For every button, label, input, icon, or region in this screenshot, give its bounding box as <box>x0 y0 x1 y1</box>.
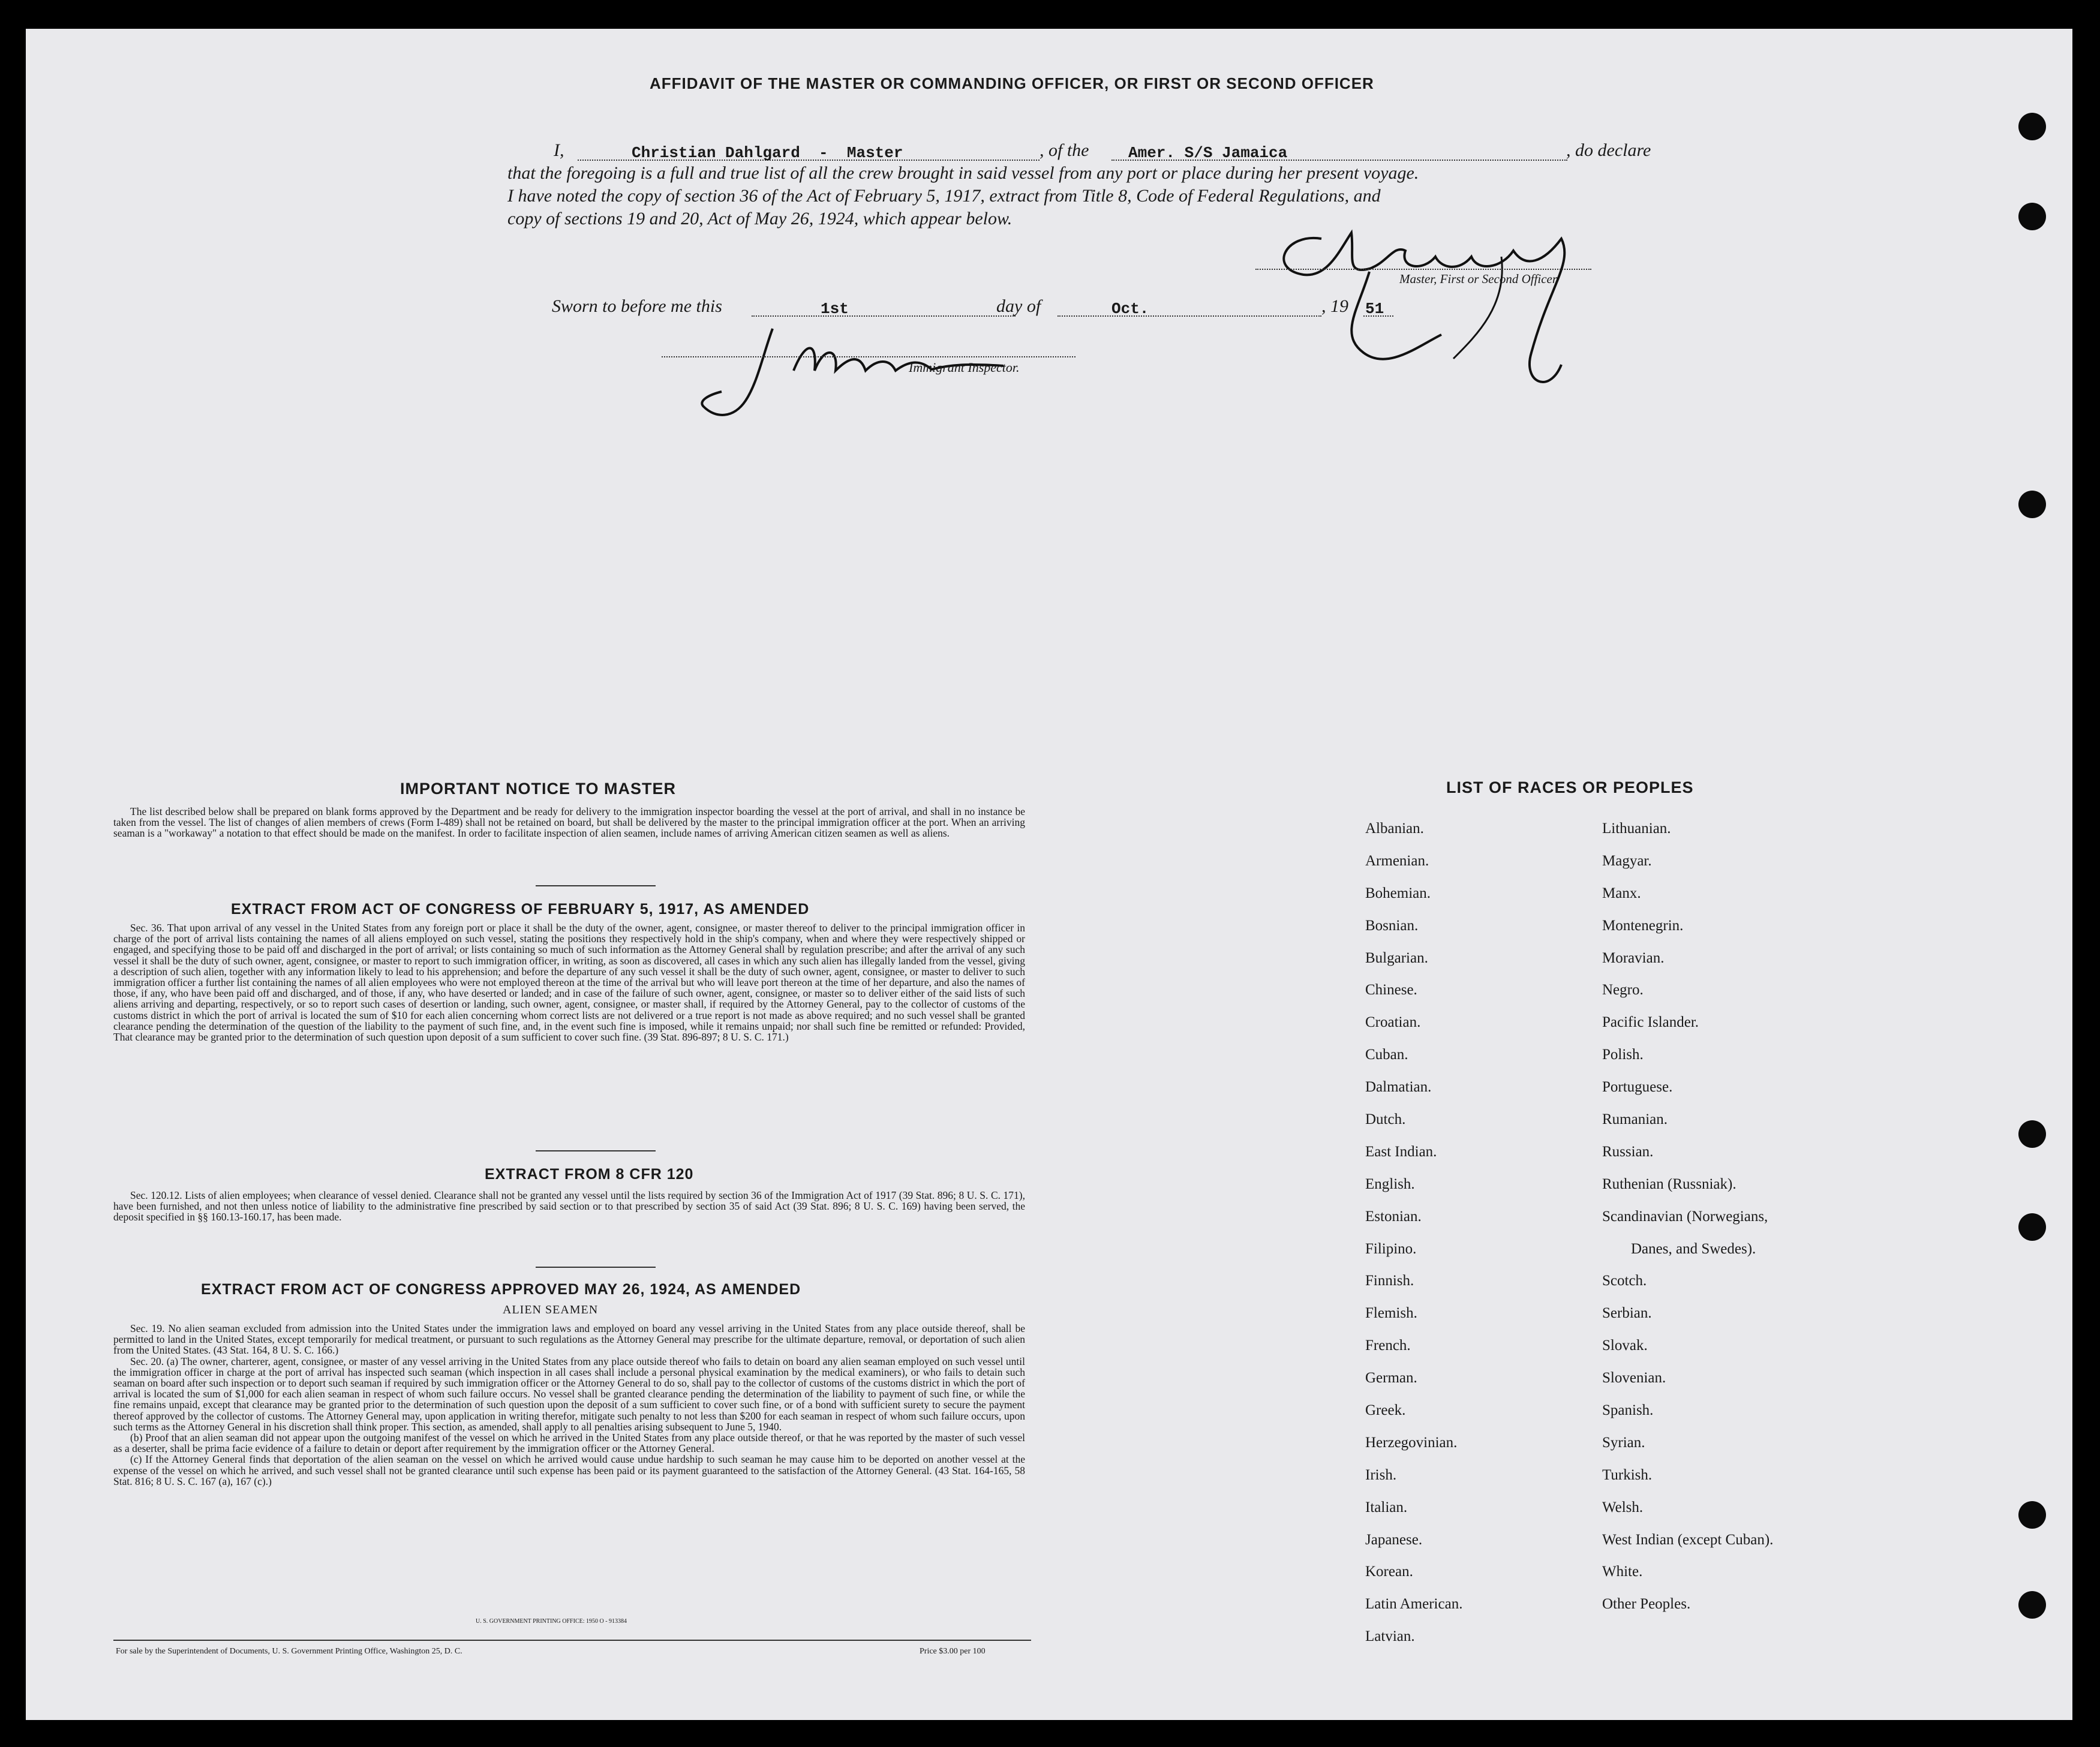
race-item: Scandinavian (Norwegians, <box>1602 1208 1768 1225</box>
affidavit-line1-prefix: I, <box>554 140 564 160</box>
extract-1917-divider <box>536 1150 656 1151</box>
sec-19-paragraph: Sec. 19. No alien seaman excluded from admission into the United States under the immigration laws and employed on board any vessel arriving in the United States from any place outside thereof, shall be permitted to land in the United States, except temporarily for medical treatment, or pursuant to such regulations as the Attorney General may prescribe for the ultimate departure, removal, or deportation of such alien from the United States. (43 Stat. 164, 8 U. S. C. 166.) <box>113 1322 1025 1357</box>
race-item: Herzegovinian. <box>1365 1434 1458 1451</box>
race-item: German. <box>1365 1370 1417 1387</box>
race-item: French. <box>1365 1337 1411 1354</box>
inspector-signature-line <box>662 356 1075 357</box>
extract-1917-text: Sec. 36. That upon arrival of any vessel in the United States from any foreign port or place it shall be the duty of the owner, agent, consignee, or master thereof to deliver to the principal immigration officer in charge of the port of arrival lists containing the names of all aliens employed on such vessel, stating the positions they respectively hold in the ship's company, when and where they were respectively shipped or engaged, and specifying those to be paid off and discharged in the port of arrival; or lists containing so much of such information as the Attorney General shall by regulation prescribe; and after the arrival of any such vessel it shall be the duty of such owner, agent, consignee, or master to report to such immigration officer, in writing, as soon as discovered, all cases in which any such alien has illegally landed from the vessel, giving a description of such alien, together with any information likely to lead to his apprehension; and before the departure of any such vessel it shall be the duty of such owner, agent, consignee, or master to deliver to such immigration officer a further list containing the names of all alien employees who were not employed thereon at the time of the arrival but who will leave port thereon at the time of her departure, and also the names of those, if any, who have been paid off and discharged, and of those, if any, who have deserted or landed; and in case of the failure of such owner, agent, consignee, or master so to deliver either of the said lists of such aliens arriving and departing, respectively, or so to report such cases of desertion or landing, such owner, agent, consignee, or master shall, if required by the Attorney General, pay to the collector of customs of the customs district in which the port of arrival is located the sum of $10 for each alien concerning whom correct lists are not delivered or a true report is not made as above required; and no such vessel shall be granted clearance pending the determination of the question of the liability to the payment of such fine, and, in the event such fine is imposed, while it remains unpaid; nor shall such fine be remitted or refunded: Provided, That clearance may be granted prior to the determination of such question upon deposit of a sum sufficient to cover such fine. (39 Stat. 896-897; 8 U. S. C. 171.) <box>113 922 1025 1044</box>
race-item: Korean. <box>1365 1563 1413 1580</box>
race-item: Albanian. <box>1365 820 1424 837</box>
race-item: Portuguese. <box>1602 1079 1673 1096</box>
footer-price: Price $3.00 per 100 <box>920 1647 986 1656</box>
race-item: Armenian. <box>1365 852 1429 869</box>
year-field: 51 <box>1365 300 1384 318</box>
extract-1924-title: EXTRACT FROM ACT OF CONGRESS APPROVED MAY 26, 1924, AS AMENDED <box>201 1281 801 1298</box>
master-signature <box>1249 215 1657 419</box>
master-signature-line <box>1255 269 1591 270</box>
race-item: Polish. <box>1602 1047 1644 1063</box>
month-line <box>1057 315 1321 317</box>
affidavit-line4: copy of sections 19 and 20, Act of May 26, 1924, which appear below. <box>507 209 1013 228</box>
printing-office-note: U. S. GOVERNMENT PRINTING OFFICE: 1950 O - 913384 <box>476 1618 627 1625</box>
race-item: Chinese. <box>1365 982 1417 999</box>
inspector-caption: Immigrant Inspector. <box>909 360 1020 375</box>
race-item: White. <box>1602 1563 1643 1580</box>
race-item: Bosnian. <box>1365 917 1419 934</box>
footer-sale-note: For sale by the Superintendent of Documents, U. S. Government Printing Office, Washington 25, D. C. <box>116 1647 462 1656</box>
master-caption: Master, First or Second Officer. <box>1399 272 1559 286</box>
vessel-name-field: Amer. S/S Jamaica <box>1128 144 1288 162</box>
race-item: Serbian. <box>1602 1305 1652 1322</box>
race-item: Cuban. <box>1365 1047 1408 1063</box>
race-item: Latin American. <box>1365 1596 1463 1613</box>
race-item: Greek. <box>1365 1402 1406 1419</box>
race-item: English. <box>1365 1175 1415 1192</box>
race-item: Slovak. <box>1602 1337 1648 1354</box>
race-item: Finnish. <box>1365 1273 1414 1289</box>
race-item: Filipino. <box>1365 1240 1417 1257</box>
race-item: Italian. <box>1365 1499 1408 1516</box>
footer-rule <box>113 1640 1031 1641</box>
race-item: Estonian. <box>1365 1208 1422 1225</box>
race-item: Spanish. <box>1602 1402 1654 1419</box>
of-the-label: , of the <box>1040 140 1089 160</box>
punch-hole <box>2018 1213 2046 1241</box>
year-prefix-label: , 19 <box>1321 296 1348 316</box>
affidavit-title: AFFIDAVIT OF THE MASTER OR COMMANDING OFFICER, OR FIRST OR SECOND OFFICER <box>650 74 1374 92</box>
race-item: East Indian. <box>1365 1143 1437 1160</box>
notice-divider <box>536 885 656 886</box>
race-item: Croatian. <box>1365 1014 1421 1031</box>
race-item: Bulgarian. <box>1365 949 1428 966</box>
race-item: Lithuanian. <box>1602 820 1671 837</box>
notice-text: The list described below shall be prepared on blank forms approved by the Department and be ready for delivery to the immigration inspector boarding the vessel at the port of arrival, and shall in no instance be taken from the vessel. The list of changes of alien members of crews (Form I-489) shall not be retained on board, but shall be delivered by the master to the principal immigration officer at the port. When an arriving seaman is a "workaway" a notation to that effect should be made on the manifest. In order to facilitate inspection of alien seamen, include names of arriving American citizen seamen as well as aliens. <box>113 805 1025 840</box>
extract-1917-title: EXTRACT FROM ACT OF CONGRESS OF FEBRUARY 5, 1917, AS AMENDED <box>231 901 810 918</box>
punch-hole <box>2018 1120 2046 1148</box>
notice-title: IMPORTANT NOTICE TO MASTER <box>400 780 676 798</box>
race-item: Negro. <box>1602 982 1644 999</box>
race-item: Manx. <box>1602 885 1641 901</box>
do-declare-label: , do declare <box>1566 140 1651 160</box>
races-title: LIST OF RACES OR PEOPLES <box>1446 778 1694 796</box>
races-column-2 <box>1602 820 1773 1628</box>
day-field: 1st <box>821 300 849 318</box>
day-of-label: day of <box>996 296 1041 316</box>
sworn-label: Sworn to before me this <box>552 296 722 316</box>
month-field: Oct. <box>1111 300 1149 318</box>
race-item: Japanese. <box>1365 1531 1423 1548</box>
extract-1924-text <box>113 1323 1025 1487</box>
race-item: Syrian. <box>1602 1434 1645 1451</box>
punch-hole <box>2018 203 2046 230</box>
sec-20c-paragraph: (c) If the Attorney General finds that deportation of the alien seaman on the vessel on which he arrived would cause undue hardship to such seaman he may cause him to be deported on another vessel at the expense of the vessel on which he arrived, and such vessel shall not be granted clearance until such expense has been paid or its payment guaranteed to the satisfaction of the Attorney General. (43 Stat. 164-165, 58 Stat. 816; 8 U. S. C. 167 (a), 167 (c).) <box>113 1453 1025 1487</box>
extract-cfr-divider <box>536 1267 656 1268</box>
master-name-field: Christian Dahlgard - Master <box>632 144 903 162</box>
race-item: Ruthenian (Russniak). <box>1602 1175 1737 1192</box>
race-item: Welsh. <box>1602 1499 1644 1516</box>
alien-seamen-subtitle: ALIEN SEAMEN <box>503 1303 599 1316</box>
race-item: Rumanian. <box>1602 1111 1668 1128</box>
sec-20a-paragraph: Sec. 20. (a) The owner, charterer, agent, consignee, or master of any vessel arriving in the United States from any place outside thereof who fails to detain on board any alien seaman employed on such vessel until the immigration officer in charge at the port of arrival has inspected such seaman (which inspection in all cases shall include a personal physical examination by the medical examiners), or who fails to detain such seaman on board after such inspection or to deport such seaman if required by such immigration officer or the Attorney General to do so, shall pay to the collector of customs of the customs district in which the port of arrival is located the sum of $1,000 for each alien seaman in respect of whom such failure occurs. No vessel shall be granted clearance pending the determination of the liability to payment of such fine, or while the fine remains unpaid, except that clearance may be granted prior to the determination of such question upon the deposit of a sum sufficient to cover such fine, or of a bond with sufficient surety to secure the payment thereof approved by the collector of customs. The Attorney General may, upon application in writing therefor, mitigate such penalty to not less than $200 for each seaman in respect of whom such failure occurs, upon such terms as the Attorney General in his discretion shall think proper. This section, as amended, shall apply to all penalties arising subsequent to June 5, 1940. <box>113 1355 1025 1433</box>
race-item: Scotch. <box>1602 1273 1647 1289</box>
extract-cfr-title: EXTRACT FROM 8 CFR 120 <box>485 1166 694 1183</box>
race-item: Moravian. <box>1602 949 1665 966</box>
race-item: West Indian (except Cuban). <box>1602 1531 1774 1548</box>
race-item: Pacific Islander. <box>1602 1014 1699 1031</box>
race-item: Other Peoples. <box>1602 1596 1691 1613</box>
race-item: Latvian. <box>1365 1628 1415 1645</box>
race-item: Bohemian. <box>1365 885 1431 901</box>
race-item: Dalmatian. <box>1365 1079 1432 1096</box>
race-item: Dutch. <box>1365 1111 1406 1128</box>
race-item: Irish. <box>1365 1466 1397 1483</box>
affidavit-line3: I have noted the copy of section 36 of the Act of February 5, 1917, extract from Title 8, Code of Federal Regulations, and <box>507 186 1381 206</box>
race-item: Flemish. <box>1365 1305 1417 1322</box>
punch-hole <box>2018 1591 2046 1619</box>
punch-hole <box>2018 1501 2046 1529</box>
race-item: Slovenian. <box>1602 1370 1666 1387</box>
punch-hole <box>2018 491 2046 518</box>
race-item: Danes, and Swedes). <box>1631 1240 1756 1257</box>
extract-cfr-text: Sec. 120.12. Lists of alien employees; when clearance of vessel denied. Clearance shall not be granted any vessel until the lists required by section 36 of the Immigration Act of 1917 (39 Stat. 896; 8 U. S. C. 171), have been furnished, and not then unless notice of liability to the administrative fine prescribed by said section or to that prescribed by section 35 of said Act (39 Stat. 896; 8 U. S. C. 169) having been served, the deposit specified in §§ 160.13-160.17, has been made. <box>113 1189 1025 1223</box>
race-item: Montenegrin. <box>1602 917 1684 934</box>
race-item: Magyar. <box>1602 852 1652 869</box>
race-item: Turkish. <box>1602 1466 1653 1483</box>
document-page <box>26 29 2072 1720</box>
sec-20b-paragraph: (b) Proof that an alien seaman did not appear upon the outgoing manifest of the vessel on which he arrived in the United States from any place outside thereof, or that he was reported by the master of such vessel as a deserter, shall be prima facie evidence of a failure to detain or deport after requirement by the immigration officer or the Attorney General. <box>113 1432 1025 1455</box>
punch-hole <box>2018 113 2046 140</box>
races-column-1 <box>1365 820 1462 1661</box>
race-item: Russian. <box>1602 1143 1654 1160</box>
affidavit-line2: that the foregoing is a full and true list of all the crew brought in said vessel from any port or place during her present voyage. <box>507 163 1419 183</box>
